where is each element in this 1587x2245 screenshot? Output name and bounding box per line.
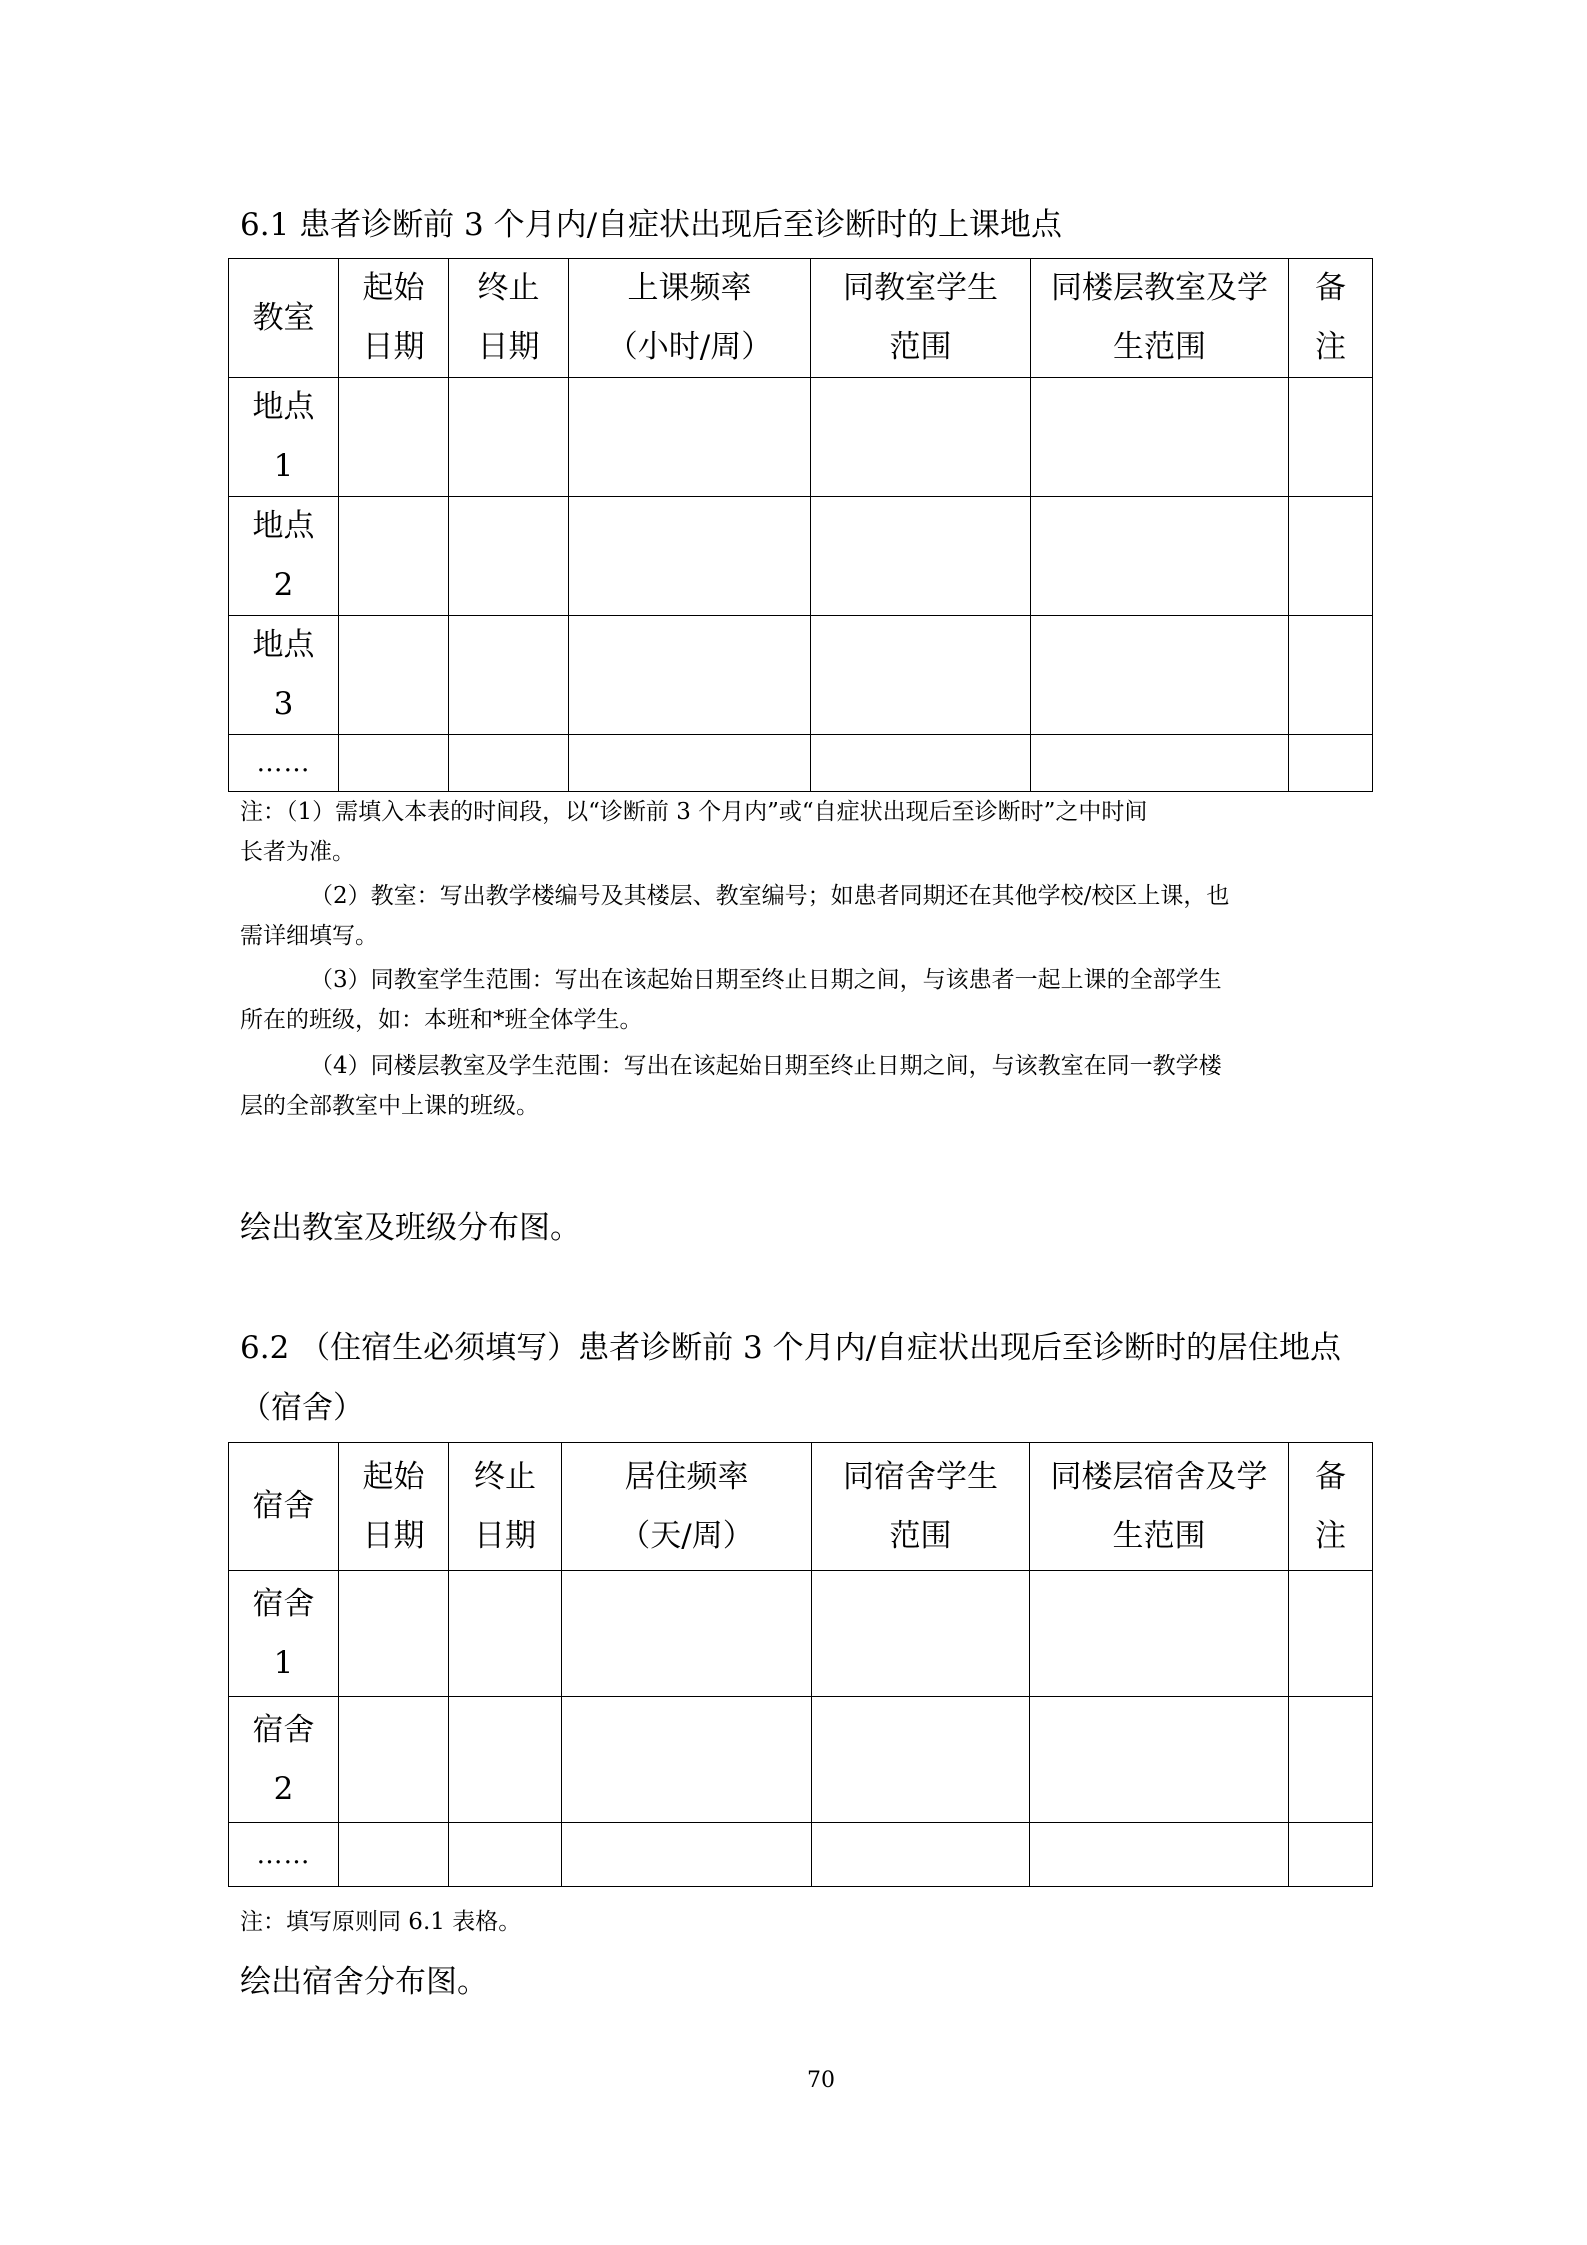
empty-cell[interactable] — [811, 735, 1031, 792]
empty-cell[interactable] — [1289, 1697, 1373, 1823]
empty-cell[interactable] — [1030, 1823, 1289, 1887]
note-line: 注：填写原则同 6.1 表格。 — [240, 1909, 522, 1935]
table-header-row — [229, 259, 1373, 378]
table-row — [229, 378, 1373, 497]
empty-cell[interactable] — [449, 1571, 562, 1697]
dormitory-cell: 宿舍 2 — [229, 1697, 339, 1823]
dormitory-table — [228, 1442, 1373, 1887]
empty-cell[interactable] — [339, 378, 449, 497]
empty-cell[interactable] — [339, 497, 449, 616]
header-cell-start-date: 起始 日期 — [339, 1443, 449, 1571]
empty-cell[interactable] — [339, 616, 449, 735]
table-row — [229, 497, 1373, 616]
empty-cell[interactable] — [569, 378, 811, 497]
header-cell-remarks: 备 注 — [1289, 259, 1373, 378]
empty-cell[interactable] — [449, 1823, 562, 1887]
note-line: 所在的班级，如：本班和*班全体学生。 — [240, 1007, 643, 1033]
empty-cell[interactable] — [449, 497, 569, 616]
header-cell-end-date: 终止 日期 — [449, 259, 569, 378]
table-row — [229, 1697, 1373, 1823]
empty-cell[interactable] — [1030, 1571, 1289, 1697]
empty-cell[interactable] — [569, 497, 811, 616]
header-cell-remarks: 备 注 — [1289, 1443, 1373, 1571]
empty-cell[interactable] — [812, 1571, 1030, 1697]
empty-cell[interactable] — [339, 735, 449, 792]
empty-cell[interactable] — [562, 1697, 812, 1823]
header-cell-classroom: 教室 — [229, 259, 339, 378]
draw-dormitory-instruction: 绘出宿舍分布图。 — [240, 1964, 488, 2000]
empty-cell[interactable] — [562, 1823, 812, 1887]
note-line: （4）同楼层教室及学生范围：写出在该起始日期至终止日期之间，与该教室在同一教学楼 — [310, 1053, 1222, 1079]
location-cell: 地点 1 — [229, 378, 339, 497]
header-cell-end-date: 终止 日期 — [449, 1443, 562, 1571]
empty-cell[interactable] — [569, 735, 811, 792]
table-row — [229, 1571, 1373, 1697]
empty-cell[interactable] — [1289, 497, 1373, 616]
empty-cell[interactable] — [449, 735, 569, 792]
note-line: 需详细填写。 — [240, 923, 378, 949]
empty-cell[interactable] — [811, 616, 1031, 735]
header-cell-start-date: 起始 日期 — [339, 259, 449, 378]
empty-cell[interactable] — [1289, 1571, 1373, 1697]
table-row — [229, 735, 1373, 792]
section-6-2-heading-continued: （宿舍） — [240, 1390, 364, 1426]
empty-cell[interactable] — [811, 378, 1031, 497]
header-cell-same-floor-dorms: 同楼层宿舍及学 生范围 — [1030, 1443, 1289, 1571]
header-cell-same-dorm-students: 同宿舍学生 范围 — [812, 1443, 1030, 1571]
empty-cell[interactable] — [339, 1697, 449, 1823]
empty-cell[interactable] — [1031, 735, 1289, 792]
empty-cell[interactable] — [569, 616, 811, 735]
ellipsis-cell: …… — [229, 1823, 339, 1887]
dormitory-cell: 宿舍 1 — [229, 1571, 339, 1697]
note-line: 注：（1）需填入本表的时间段，以“诊断前 3 个月内”或“自症状出现后至诊断时”之中时间 — [240, 799, 1148, 825]
section-6-2-heading: 6.2 （住宿生必须填写）患者诊断前 3 个月内/自症状出现后至诊断时的居住地点 — [240, 1330, 1342, 1366]
empty-cell[interactable] — [562, 1571, 812, 1697]
empty-cell[interactable] — [1289, 1823, 1373, 1887]
note-line: 长者为准。 — [240, 839, 355, 865]
table-row — [229, 1823, 1373, 1887]
note-line: （2）教室：写出教学楼编号及其楼层、教室编号；如患者同期还在其他学校/校区上课，也 — [310, 883, 1230, 909]
empty-cell[interactable] — [1030, 1697, 1289, 1823]
section-6-1-heading: 6.1 患者诊断前 3 个月内/自症状出现后至诊断时的上课地点 — [240, 207, 1063, 243]
empty-cell[interactable] — [1031, 378, 1289, 497]
empty-cell[interactable] — [1031, 616, 1289, 735]
empty-cell[interactable] — [812, 1697, 1030, 1823]
note-line: 层的全部教室中上课的班级。 — [240, 1093, 539, 1119]
empty-cell[interactable] — [811, 497, 1031, 616]
draw-classroom-instruction: 绘出教室及班级分布图。 — [240, 1210, 581, 1246]
empty-cell[interactable] — [1289, 735, 1373, 792]
header-cell-dormitory: 宿舍 — [229, 1443, 339, 1571]
header-cell-same-floor-classrooms: 同楼层教室及学 生范围 — [1031, 259, 1289, 378]
header-cell-same-classroom-students: 同教室学生 范围 — [811, 259, 1031, 378]
location-cell: 地点 2 — [229, 497, 339, 616]
note-line: （3）同教室学生范围：写出在该起始日期至终止日期之间，与该患者一起上课的全部学生 — [310, 967, 1222, 993]
empty-cell[interactable] — [449, 616, 569, 735]
header-cell-class-frequency: 上课频率 （小时/周） — [569, 259, 811, 378]
empty-cell[interactable] — [1289, 616, 1373, 735]
empty-cell[interactable] — [449, 378, 569, 497]
table-row — [229, 616, 1373, 735]
ellipsis-cell: …… — [229, 735, 339, 792]
empty-cell[interactable] — [812, 1823, 1030, 1887]
classroom-table — [228, 258, 1373, 792]
location-cell: 地点 3 — [229, 616, 339, 735]
empty-cell[interactable] — [1031, 497, 1289, 616]
empty-cell[interactable] — [1289, 378, 1373, 497]
page-number: 70 — [807, 2068, 835, 2093]
empty-cell[interactable] — [339, 1823, 449, 1887]
empty-cell[interactable] — [449, 1697, 562, 1823]
header-cell-residence-frequency: 居住频率 （天/周） — [562, 1443, 812, 1571]
table-header-row — [229, 1443, 1373, 1571]
empty-cell[interactable] — [339, 1571, 449, 1697]
